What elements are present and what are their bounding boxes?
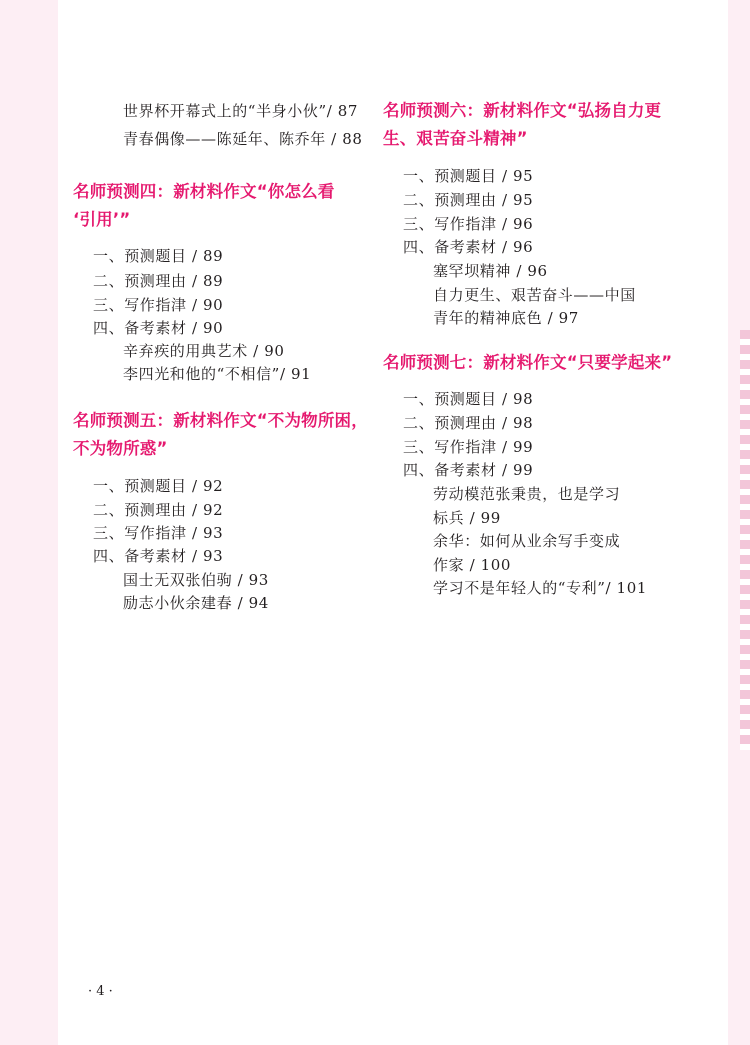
toc-entry: 劳动模范张秉贵，也是学习 <box>433 485 621 503</box>
toc-item: 四、备考素材 / 96 <box>403 238 534 256</box>
toc-item: 一、预测题目 / 95 <box>403 167 534 185</box>
toc-entry: 李四光和他的“不相信”/ 91 <box>123 365 312 383</box>
page-number: · 4 · <box>88 984 113 999</box>
toc-entry: 塞罕坝精神 / 96 <box>433 262 548 280</box>
toc-item: 二、预测理由 / 98 <box>403 414 534 432</box>
toc-item: 四、备考素材 / 93 <box>93 547 224 565</box>
toc-entry: 励志小伙余建春 / 94 <box>123 594 269 612</box>
toc-entry: 辛弃疾的用典艺术 / 90 <box>123 342 285 360</box>
toc-item: 一、预测题目 / 89 <box>93 247 224 265</box>
section-heading: 名师预测六：新材料作文“弘扬自力更 <box>383 101 662 120</box>
toc-entry: 自力更生、艰苦奋斗——中国 <box>433 286 636 304</box>
toc-entry: 余华：如何从业余写手变成 <box>433 532 621 550</box>
toc-item: 一、预测题目 / 92 <box>93 477 224 495</box>
toc-item: 一、预测题目 / 98 <box>403 390 534 408</box>
toc-item: 二、预测理由 / 92 <box>93 501 224 519</box>
toc-item: 三、写作指津 / 96 <box>403 215 534 233</box>
section-heading: 名师预测五：新材料作文“不为物所困， <box>73 411 368 430</box>
section-heading: 名师预测四：新材料作文“你怎么看 <box>73 182 335 201</box>
section-heading: ‘引用’” <box>73 210 131 229</box>
toc-item: 四、备考素材 / 99 <box>403 461 534 479</box>
toc-entry: 国士无双张伯驹 / 93 <box>123 571 269 589</box>
toc-item: 二、预测理由 / 95 <box>403 191 534 209</box>
toc-entry: 学习不是年轻人的“专利”/ 101 <box>433 579 647 597</box>
toc-item: 二、预测理由 / 89 <box>93 272 224 290</box>
toc-entry: 世界杯开幕式上的“半身小伙”/ 87 <box>123 102 359 120</box>
toc-entry: 青年的精神底色 / 97 <box>433 309 579 327</box>
toc-item: 三、写作指津 / 93 <box>93 524 224 542</box>
toc-entry: 青春偶像——陈延年、陈乔年 / 88 <box>123 130 363 148</box>
section-heading: 名师预测七：新材料作文“只要学起来” <box>383 353 673 372</box>
toc-item: 三、写作指津 / 99 <box>403 438 534 456</box>
toc-item: 三、写作指津 / 90 <box>93 296 224 314</box>
section-heading: 生、艰苦奋斗精神” <box>383 129 528 148</box>
toc-entry: 标兵 / 99 <box>433 509 501 527</box>
edge-tab-stripes <box>740 330 750 750</box>
toc-item: 四、备考素材 / 90 <box>93 319 224 337</box>
section-heading: 不为物所惑” <box>73 439 168 458</box>
toc-entry: 作家 / 100 <box>433 556 512 574</box>
